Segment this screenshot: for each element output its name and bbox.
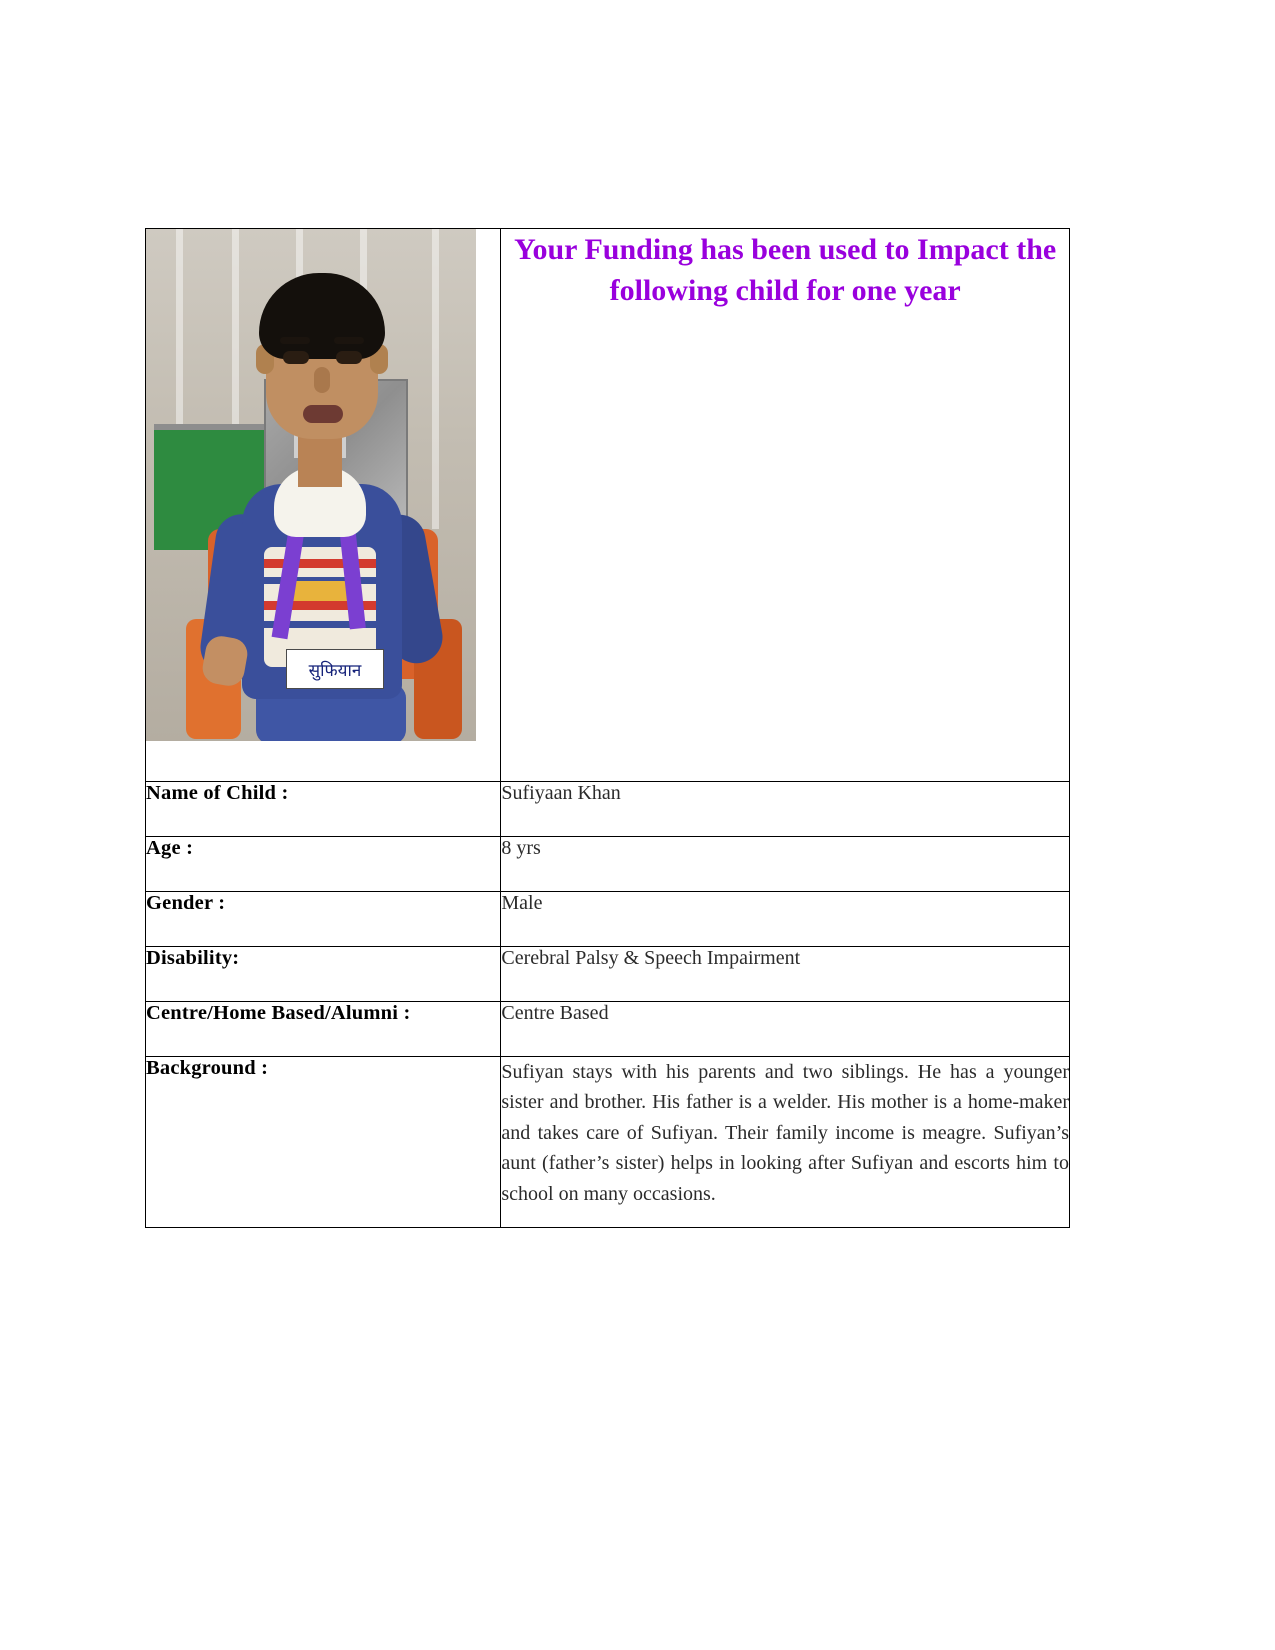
child-eyebrow-right: [334, 337, 364, 344]
value-name-of-child: Sufiyaan Khan: [501, 782, 1070, 837]
value-gender: Male: [501, 892, 1070, 947]
child-profile-table: [145, 228, 1070, 1228]
value-centre-home-based-alumni: Centre Based: [501, 1002, 1070, 1057]
header-row: [146, 229, 1070, 782]
table-row: [146, 782, 1070, 837]
label-name-of-child: Name of Child :: [146, 782, 501, 837]
label-centre-home-based-alumni: Centre/Home Based/Alumni :: [146, 1002, 501, 1057]
value-disability: Cerebral Palsy & Speech Impairment: [501, 947, 1070, 1002]
value-background: [501, 1057, 1070, 1228]
label-gender: Gender :: [146, 892, 501, 947]
label-background: Background :: [146, 1057, 501, 1228]
page-title: Your Funding has been used to Impact the following child for one year: [514, 233, 1057, 308]
child-eye-right: [336, 351, 362, 364]
name-badge: सुफियान: [286, 649, 384, 689]
photo-cell: [146, 229, 501, 782]
child-mouth: [303, 405, 343, 423]
wall-stripe-icon: [432, 229, 439, 529]
child-photograph: [146, 229, 476, 741]
table-row: [146, 837, 1070, 892]
label-age: Age :: [146, 837, 501, 892]
table-row: [146, 892, 1070, 947]
title-cell: [501, 229, 1070, 782]
label-disability: Disability:: [146, 947, 501, 1002]
value-age: 8 yrs: [501, 837, 1070, 892]
table-row: [146, 1002, 1070, 1057]
child-neck: [298, 435, 342, 487]
table-row: [146, 1057, 1070, 1228]
child-eyebrow-left: [280, 337, 310, 344]
table-row: [146, 947, 1070, 1002]
background-paragraph: Sufiyan stays with his parents and two siblings. He has a younger sister and brother. His father is a welder. His mother is a home-maker and takes care of Sufiyan. Their family income is meagre. Sufiyan’s aunt (father’s sister) helps in looking after Sufiyan and escorts him to school on many occasions.: [501, 1061, 1069, 1205]
child-eye-left: [283, 351, 309, 364]
child-nose: [314, 367, 330, 393]
